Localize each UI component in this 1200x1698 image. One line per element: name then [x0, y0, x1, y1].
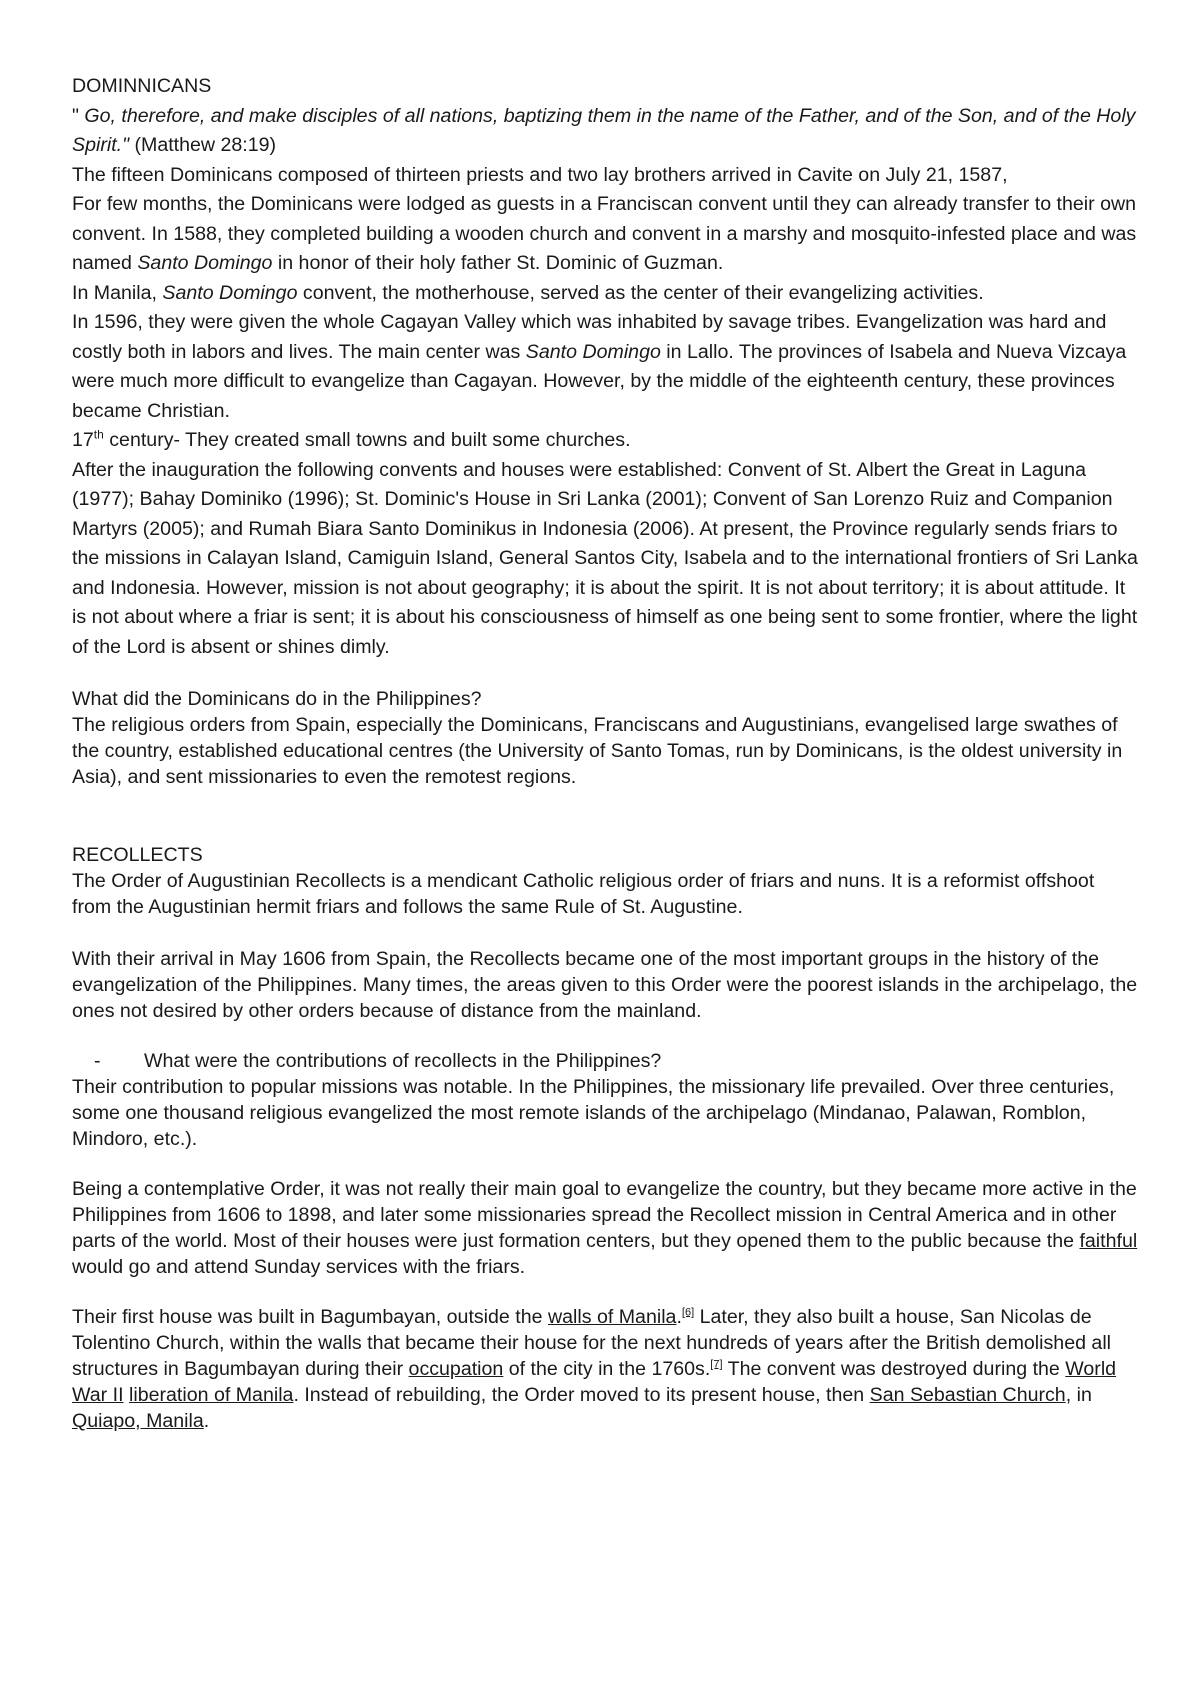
san-sebastian-church-link[interactable]: San Sebastian Church [869, 1384, 1066, 1406]
recollects-contribution-paragraph: Their contribution to popular missions was notable. In the Philippines, the missionary life prevailed. Over three centuries, some one thousand religious evangelized the most remote islands of the archipelago (Mindanao, Palawan, Romblon, Mindoro, etc.). [72, 1076, 1115, 1150]
recollects-section [72, 842, 1138, 1434]
dominicans-section [72, 72, 1138, 662]
dominicans-arrival-paragraph: The fifteen Dominicans composed of thirteen priests and two lay brothers arrived in Cavite on July 21, 1587, [72, 163, 1008, 186]
walls-of-manila-link[interactable]: walls of Manila [547, 1306, 677, 1328]
recollects-contemplative-paragraph: Being a contemplative Order, it was not really their main goal to evangelize the country, but they became more active in the Philippines from 1606 to 1898, and later some missionaries spread the Recollect mission in Central America and in other parts of the world. Most of their houses were just formation centers, but they opened them to the public because the faithful would go and attend Sunday services with the friars. [72, 1178, 1138, 1278]
dominicans-manila-paragraph: In Manila, Santo Domingo convent, the motherhouse, served as the center of their evangelizing activities. [72, 281, 984, 304]
recollects-order-paragraph: The Order of Augustinian Recollects is a mendicant Catholic religious order of friars and nuns. It is a reformist offshoot from the Augustinian hermit friars and follows the same Rule of St. Augustine. [72, 870, 1095, 918]
recollects-house-paragraph: Their first house was built in Bagumbayan, outside the walls of Manila.[6] Later, they also built a house, San Nicolas de Tolentino Church, within the walls that became their house for the next hundreds of years after the British demolished all structures in Bagumbayan during their occupation of the city in the 1760s.[7] The convent was destroyed during the World War II liberation of Manila. Instead of rebuilding, the Order moved to its present house, then San Sebastian Church, in Quiapo, Manila. [72, 1306, 1117, 1432]
recollects-bullet-question: - What were the contributions of recollects in the Philippines? [94, 1050, 662, 1072]
recollects-arrival-paragraph: With their arrival in May 1606 from Spain, the Recollects became one of the most important groups in the history of the evangelization of the Philippines. Many times, the areas given to this Order were the poorest islands in the archipelago, the ones not desired by other orders because of distance from the mainland. [72, 948, 1138, 1022]
quiapo-manila-link[interactable]: Quiapo, Manila [72, 1410, 204, 1432]
document-page [72, 72, 1138, 1434]
dominicans-heading: DOMINNICANS [72, 75, 212, 97]
recollects-heading: RECOLLECTS [72, 844, 203, 866]
faithful-link[interactable]: faithful [1079, 1230, 1138, 1252]
footnote-7-link[interactable]: [7] [710, 1358, 723, 1371]
footnote-6-link[interactable]: [6] [681, 1306, 695, 1319]
matthew-quote: " Go, therefore, and make disciples of all nations, baptizing them in the name of the Father, and of the Son, and of the Holy Spirit." (Matthew 28:19) [72, 104, 1136, 156]
dominicans-convent-paragraph: For few months, the Dominicans were lodged as guests in a Franciscan convent until they can already transfer to their own convent. In 1588, they completed building a wooden church and convent in a marshy and mosquito-infested place and was named Santo Domingo in honor of their holy father St. Dominic of Guzman. [72, 193, 1137, 274]
dominicans-qa-section [72, 686, 1138, 790]
dominicans-cagayan-paragraph: In 1596, they were given the whole Cagayan Valley which was inhabited by savage tribes. Evangelization was hard and costly both in labors and lives. The main center was Santo Domingo in Lallo. The provinces of Isabela and Nueva Vizcaya were much more difficult to evangelize than Cagayan. However, by the middle of the eighteenth century, these provinces became Christian. [72, 311, 1127, 422]
dominicans-17th-century-paragraph: 17th century- They created small towns and built some churches. [72, 427, 631, 451]
dominicans-question: What did the Dominicans do in the Philippines? [72, 688, 482, 710]
world-war-ii-link[interactable]: World War II [72, 1358, 1117, 1406]
dominicans-convents-paragraph: After the inauguration the following convents and houses were established: Convent of St. Albert the Great in Laguna (1977); Bahay Dominiko (1996); St. Dominic's House in Sri Lanka (2001); Convent of San Lorenzo Ruiz and Companion Martyrs (2005); and Rumah Biara Santo Dominikus in Indonesia (2006). At present, the Province regularly sends friars to the missions in Calayan Island, Camiguin Island, General Santos City, Isabela and to the international frontiers of Sri Lanka and Indonesia. However, mission is not about geography; it is about the spirit. It is not about territory; it is about attitude. It is not about where a friar is sent; it is about his consciousness of himself as one being sent to some frontier, where the light of the Lord is absent or shines dimly. [72, 458, 1138, 658]
occupation-link[interactable]: occupation [408, 1358, 504, 1380]
liberation-of-manila-link[interactable]: liberation of Manila [128, 1384, 294, 1406]
dominicans-answer: The religious orders from Spain, especially the Dominicans, Franciscans and Augustinians, evangelised large swathes of the country, established educational centres (the University of Santo Tomas, run by Dominicans, is the oldest university in Asia), and sent missionaries to even the remotest regions. [72, 714, 1123, 788]
